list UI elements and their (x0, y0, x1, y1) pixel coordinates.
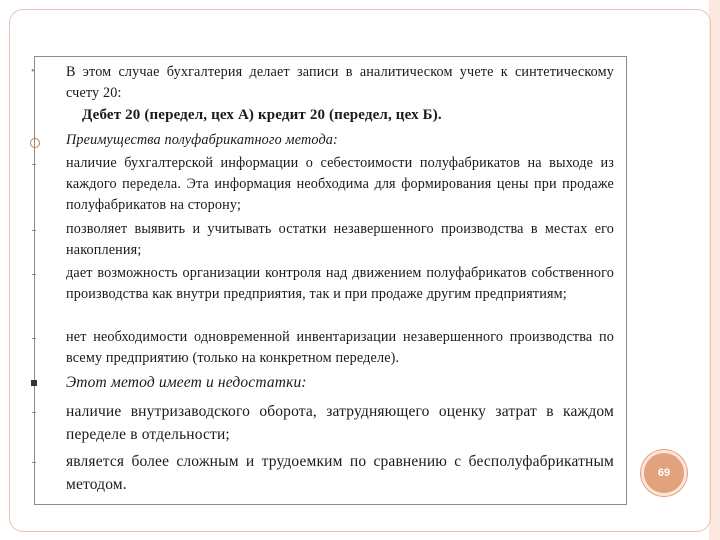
advantage-item: позволяет выявить и учитывать остатки незавершенного производства в местах его накопления; (66, 221, 614, 258)
disadvantages-heading: Этот метод имеет и недостатки: (66, 374, 307, 391)
intro-paragraph: В этом случае бухгалтерия делает записи в аналитическом учете к синтетическому счету 20: (66, 64, 614, 101)
ring-bullet-icon (30, 138, 40, 148)
advantages-heading: Преимущества полуфабрикатного метода: (66, 132, 338, 148)
advantage-item: нет необходимости одновременной инвентаризации незавершенного производства по всему предприятию (только на конкретном переделе). (66, 329, 614, 366)
entry-line: Дебет 20 (передел, цех А) кредит 20 (передел, цех Б). (82, 107, 442, 123)
dash-bullet-icon (32, 230, 36, 231)
dash-bullet-icon (32, 164, 36, 165)
dash-bullet-icon (32, 412, 36, 413)
page-number-badge: 69 (641, 450, 687, 496)
advantage-item: наличие бухгалтерской информации о себестоимости полуфабрикатов на выходе из каждого передела. Эта информация необходима для формирования цены при продаже полуфабрикатов на сторону; (66, 155, 614, 213)
advantage-item: дает возможность организации контроля над движением полуфабрикатов собственного производства как внутри предприятия, так и при продаже другим предприятиям; (66, 265, 614, 302)
dash-bullet-icon (32, 462, 36, 463)
dash-bullet-icon (32, 274, 36, 275)
square-bullet-icon (31, 380, 37, 386)
bullet-dot: • (31, 66, 35, 77)
disadvantage-item: является более сложным и трудоемким по сравнению с бесполуфабрикатным методом. (66, 453, 614, 493)
disadvantage-item: наличие внутризаводского оборота, затрудняющего оценку затрат в каждом переделе в отдельности; (66, 403, 614, 443)
dash-bullet-icon (32, 338, 36, 339)
